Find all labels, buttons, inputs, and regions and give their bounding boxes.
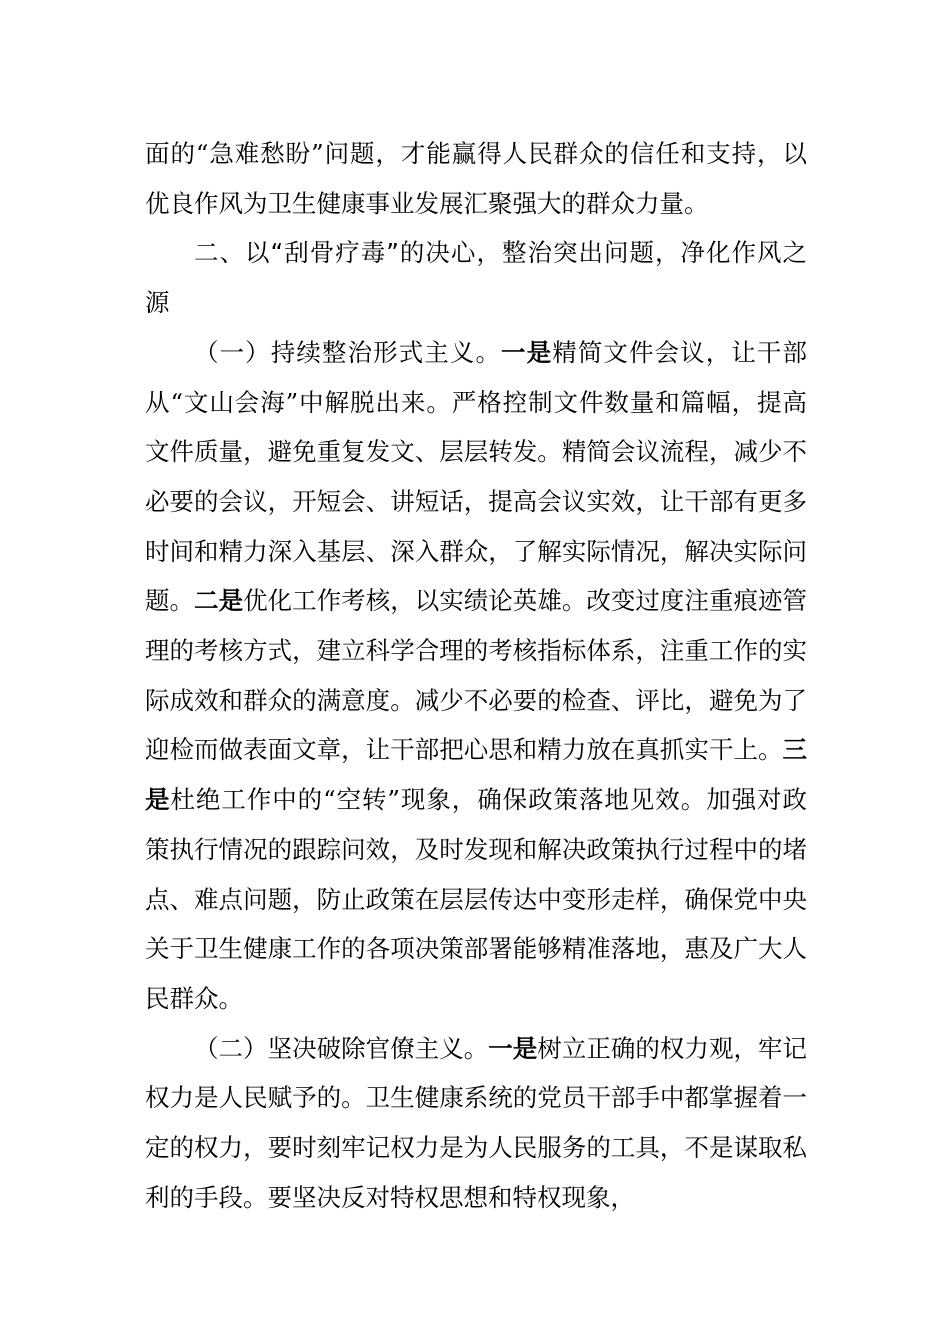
point-text-two: 优化工作考核，以实绩论英雄。改变过度注重痕迹管理的考核方式，建立科学合理的考核指标体系，注重工作的实际成效和群众的满意度。减少不必要的检查、评比，避免为了迎检而做表面文章，让干部把心思和精力放在真抓实干上。 xyxy=(145,586,808,765)
paragraph-formalism xyxy=(145,328,807,1024)
point-lead-one: 一是 xyxy=(488,1033,538,1063)
point-text-three: 杜绝工作中的“空转”现象，确保政策落地见效。加强对政策执行情况的跟踪问效，及时发现和解决政策执行过程中的堵点、难点问题，防止政策在层层传达中变形走样，确保党中央关于卫生健康工作的各项决策部署能够精准落地，惠及广大人民群众。 xyxy=(145,785,807,1013)
point-lead-two: 二是 xyxy=(194,586,244,616)
point-text-one: 树立正确的权力观，牢记权力是人民赋予的。卫生健康系统的党员干部手中都掌握着一定的权力，要时刻牢记权力是为人民服务的工具，不是谋取私利的手段。要坚决反对特权思想和特权现象， xyxy=(145,1033,808,1212)
section-heading xyxy=(145,228,807,327)
subsection-title: （二）坚决破除官僚主义。 xyxy=(194,1033,489,1063)
document-body xyxy=(145,129,807,1222)
paragraph-text: 面的“急难愁盼”问题，才能赢得人民群众的信任和支持，以优良作风为卫生健康事业发展汇聚强大的群众力量。 xyxy=(145,139,807,218)
point-text-one: 精简文件会议，让干部从“文山会海”中解脱出来。严格控制文件数量和篇幅，提高文件质量，避免重复发文、层层转发。精简会议流程，减少不必要的会议，开短会、讲短话，提高会议实效，让干部有更多时间和精力深入基层、深入群众，了解实际情况，解决实际问题。 xyxy=(145,337,808,616)
point-lead-three: 三是 xyxy=(145,735,807,815)
paragraph-bureaucratism xyxy=(145,1024,807,1223)
point-lead-one: 一是 xyxy=(501,337,553,367)
section-heading-text: 二、以“刮骨疗毒”的决心，整治突出问题，净化作风之源 xyxy=(145,238,807,318)
subsection-title: （一）持续整治形式主义。 xyxy=(194,337,502,367)
paragraph-continuation xyxy=(145,129,807,228)
